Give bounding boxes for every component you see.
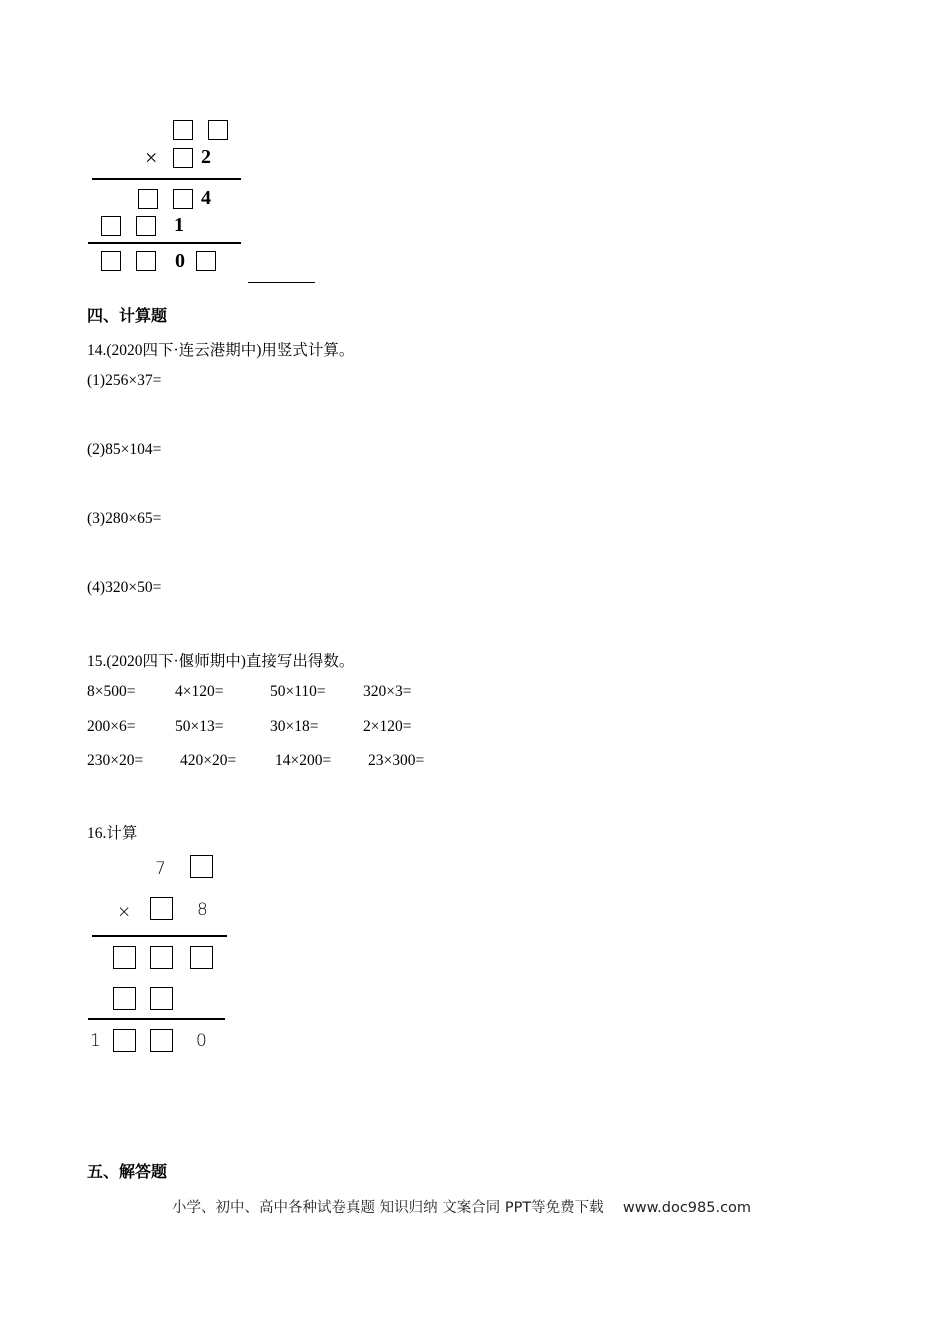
answer-blank-line[interactable] [248,282,315,283]
times-sign: × [117,902,132,922]
calc-item: 50×110= [270,683,326,700]
calc-item: 4×120= [175,683,224,700]
footer-text: 小学、初中、高中各种试卷真题 知识归纳 文案合同 PPT等免费下载 [172,1200,604,1216]
blank-box[interactable] [101,251,121,271]
calc-item: (2)85×104= [87,441,162,458]
calc-item: 2×120= [363,718,412,735]
blank-box[interactable] [190,946,213,969]
digit: 4 [201,187,211,209]
digit: 2 [201,146,211,168]
calc-item: 14×200= [275,752,332,769]
blank-box[interactable] [208,120,228,140]
calc-item: 420×20= [180,752,237,769]
digit: 8 [197,900,208,920]
digit: 1 [90,1031,101,1051]
digit: 0 [196,1031,207,1051]
calc-item: (3)280×65= [87,510,162,527]
calc-item: 50×13= [175,718,224,735]
divider-line [92,935,227,937]
blank-box[interactable] [196,251,216,271]
question-stem: 15.(2020四下·偃师期中)直接写出得数。 [87,653,355,670]
digit: 0 [175,250,185,272]
calc-item: (4)320×50= [87,579,162,596]
blank-box[interactable] [173,189,193,209]
digit: 1 [174,214,184,236]
divider-line [92,178,241,180]
blank-box[interactable] [150,987,173,1010]
section-title: 四、计算题 [87,308,168,325]
blank-box[interactable] [101,216,121,236]
blank-box[interactable] [113,987,136,1010]
calc-item: 23×300= [368,752,425,769]
blank-box[interactable] [113,1029,136,1052]
calc-item: (1)256×37= [87,372,162,389]
divider-line [88,242,241,244]
blank-box[interactable] [173,120,193,140]
times-sign: × [145,145,158,170]
blank-box[interactable] [190,855,213,878]
blank-box[interactable] [150,1029,173,1052]
page-footer [172,1196,751,1217]
blank-box[interactable] [113,946,136,969]
blank-box[interactable] [136,216,156,236]
calc-item: 320×3= [363,683,412,700]
blank-box[interactable] [136,251,156,271]
blank-box[interactable] [173,148,193,168]
blank-box[interactable] [138,189,158,209]
blank-box[interactable] [150,897,173,920]
digit: 7 [155,859,166,879]
calc-item: 200×6= [87,718,136,735]
divider-line [88,1018,225,1020]
blank-box[interactable] [150,946,173,969]
section-title: 五、解答题 [87,1164,168,1181]
footer-url[interactable]: www.doc985.com [622,1200,752,1216]
calc-item: 8×500= [87,683,136,700]
calc-item: 30×18= [270,718,319,735]
question-stem: 16.计算 [87,825,138,842]
calc-item: 230×20= [87,752,144,769]
question-stem: 14.(2020四下·连云港期中)用竖式计算。 [87,342,355,359]
